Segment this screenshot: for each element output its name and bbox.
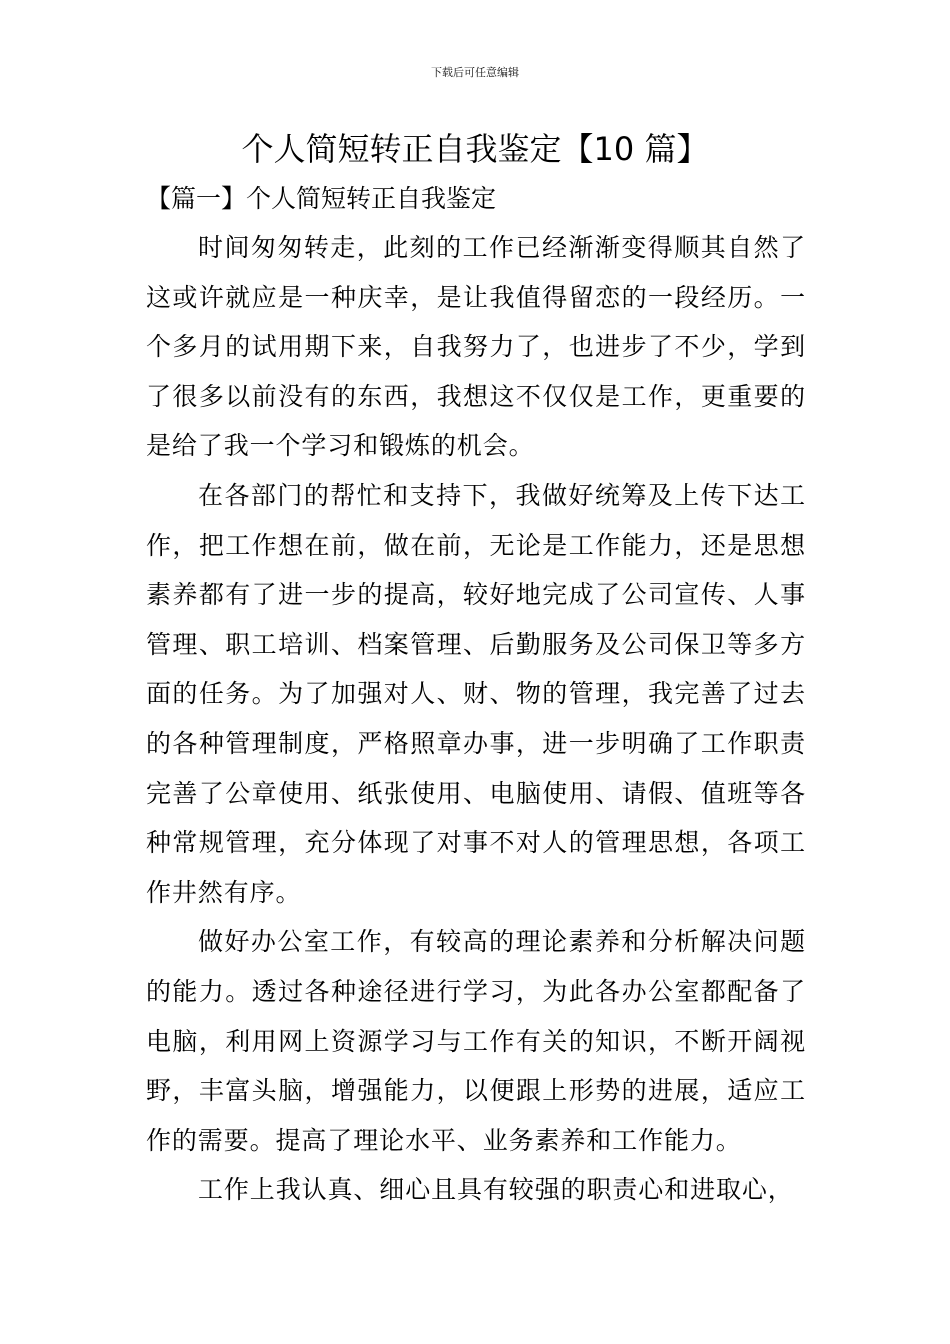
document-title: 个人简短转正自我鉴定【10 篇】: [241, 130, 709, 168]
paragraph-3: 做好办公室工作，有较高的理论素养和分析解决问题的能力。透过各种途径进行学习，为此各办公室都配备了电脑，利用网上资源学习与工作有关的知识，不断开阔视野，丰富头脑，增强能力，以便跟上形势的进展，适应工作的需要。提高了理论水平、业务素养和工作能力。: [146, 927, 806, 1155]
paragraph-1: 时间匆匆转走，此刻的工作已经渐渐变得顺其自然了这或许就应是一种庆幸，是让我值得留恋的一段经历。一个多月的试用期下来，自我努力了，也进步了不少，学到了很多以前没有的东西，我想这不仅仅是工作，更重要的是给了我一个学习和锻炼的机会。: [146, 233, 806, 461]
paragraph-4: 工作上我认真、细心且具有较强的职责心和进取心，: [198, 1175, 794, 1205]
section-heading: 【篇一】个人简短转正自我鉴定: [146, 184, 497, 213]
paragraph-2: 在各部门的帮忙和支持下，我做好统筹及上传下达工作，把工作想在前，做在前，无论是工作能力，还是思想素养都有了进一步的提高，较好地完成了公司宣传、人事管理、职工培训、档案管理、后勤服务及公司保卫等多方面的任务。为了加强对人、财、物的管理，我完善了过去的各种管理制度，严格照章办事，进一步明确了工作职责完善了公章使用、纸张使用、电脑使用、请假、值班等各种常规管理，充分体现了对事不对人的管理思想，各项工作井然有序。: [146, 480, 806, 907]
header-note: 下载后可任意编辑: [431, 66, 519, 79]
document-body: [146, 223, 806, 1215]
